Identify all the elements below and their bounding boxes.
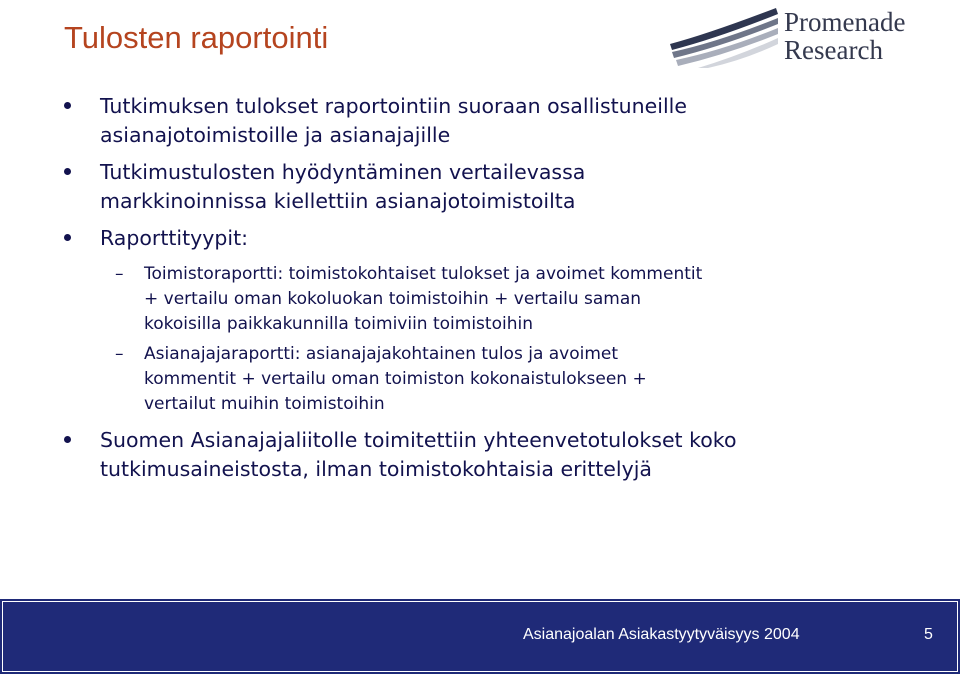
page-number: 5 (924, 626, 933, 643)
sub-bullet-item (60, 342, 940, 417)
bullet-list (60, 92, 940, 484)
bullet-line: tutkimusaineistosta, ilman toimistokohtaisia erittelyjä (100, 457, 652, 481)
bullet-dot-icon (64, 234, 71, 241)
bullet-dot-icon (64, 168, 71, 175)
sub-bullet-line: vertailut muihin toimistoihin (144, 394, 385, 414)
dash-icon: – (115, 344, 124, 364)
sub-bullet-line: Toimistoraportti: toimistokohtaiset tulokset ja avoimet kommentit (144, 264, 703, 284)
bullet-line: Tutkimuksen tulokset raportointiin suoraan osallistuneille (100, 94, 687, 118)
logo-text (784, 8, 905, 64)
bullet-line: Suomen Asianajajaliitolle toimitettiin yhteenvetotulokset koko (100, 428, 737, 452)
sub-bullet-line: kommentit + vertailu oman toimiston kokonaistulokseen + (144, 369, 647, 389)
sub-bullet-line: Asianajajaraportti: asianajajakohtainen tulos ja avoimet (144, 344, 619, 364)
bullet-item (60, 426, 940, 484)
bullet-item (60, 92, 940, 150)
bullet-item (60, 158, 940, 216)
footer-text: Asianajoalan Asiakastyytyväisyys 2004 (523, 626, 800, 643)
sub-bullet-line: + vertailu oman kokoluokan toimistoihin + vertailu saman (144, 289, 642, 309)
logo-line-2: Research (784, 35, 883, 65)
logo-line-1: Promenade (784, 7, 906, 37)
sub-bullet-line: kokoisilla paikkakunnilla toimiviin toimistoihin (144, 314, 533, 334)
bullet-dot-icon (64, 102, 71, 109)
bullet-line: markkinoinnissa kiellettiin asianajotoimistoilta (100, 189, 576, 213)
promenade-research-logo (668, 4, 928, 70)
bullet-line: Tutkimustulosten hyödyntäminen vertailevassa (100, 160, 586, 184)
footer-border (2, 601, 958, 672)
footer-bar (0, 599, 960, 674)
sub-bullet-item (60, 262, 940, 337)
bullet-dot-icon (64, 436, 71, 443)
slide-title: Tulosten raportointi (64, 20, 329, 55)
bullet-line: Raporttityypit: (100, 226, 249, 250)
bullet-line: asianajotoimistoille ja asianajajille (100, 123, 451, 147)
dash-icon: – (115, 264, 124, 284)
logo-swoosh-icon (668, 4, 780, 68)
bullet-item (60, 224, 940, 253)
